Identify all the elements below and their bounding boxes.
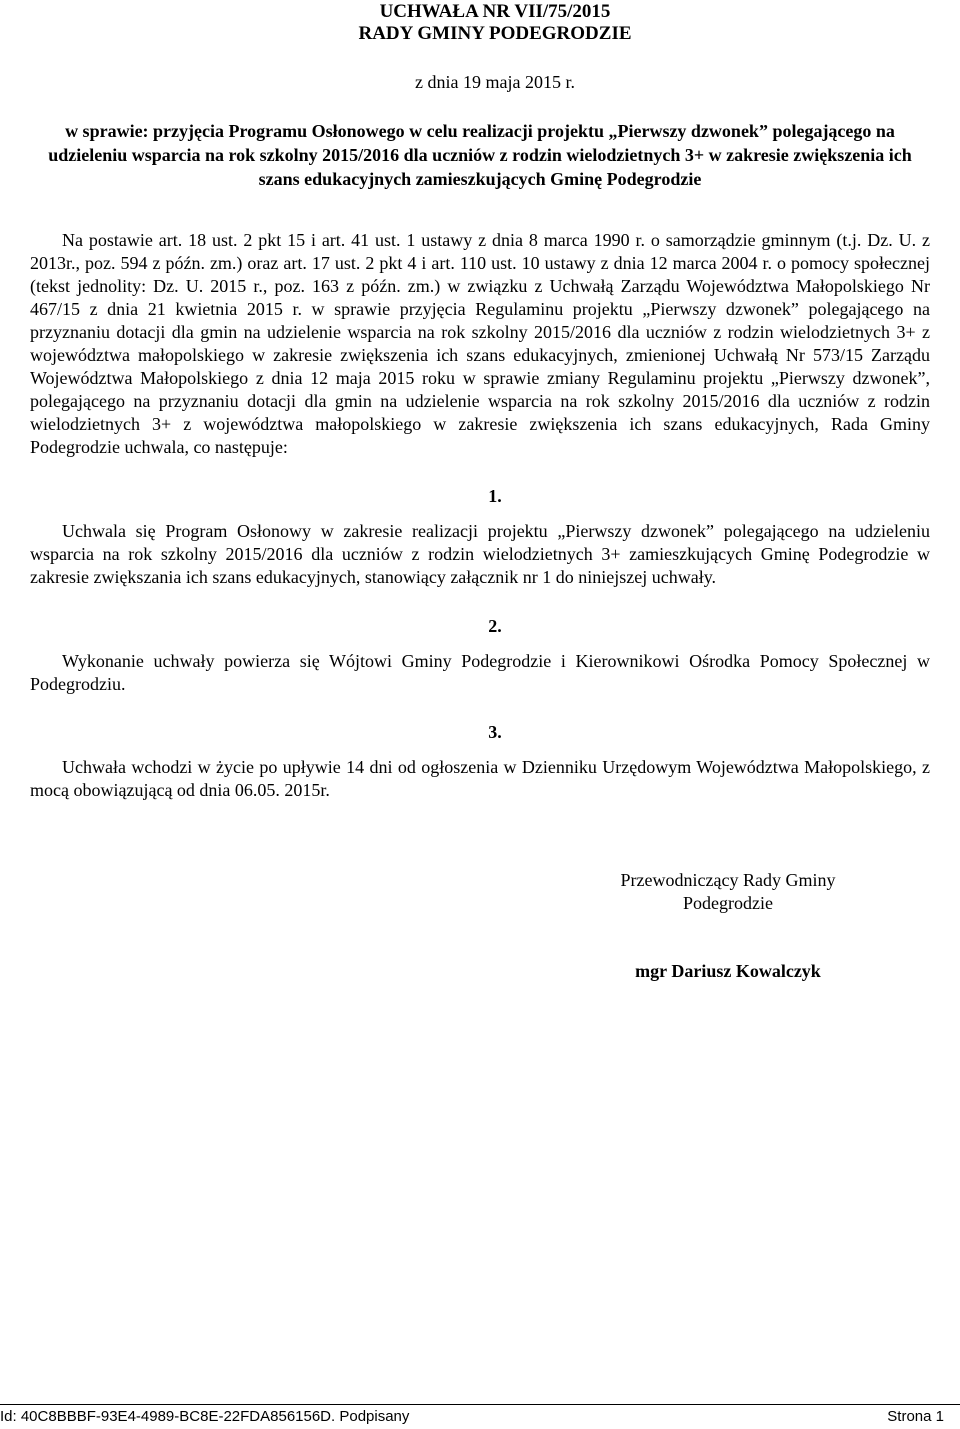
legal-basis-preamble: Na postawie art. 18 ust. 2 pkt 15 i art. 41 ust. 1 ustawy z dnia 8 marca 1990 r. o samorządzie gminnym (t.j. Dz. U. z 2013r., poz. 594 z późn. zm.) oraz art. 17 ust. 2 pkt 4 i art. 110 ust. 10 ustawy z dnia 12 marca 2004 r. o pomocy społecznej (tekst jednolity: Dz. U. 2015 r., poz. 163 z późn. zm.) w związku z Uchwałą Zarządu Województwa Małopolskiego Nr 467/15 z dnia 21 kwietnia 2015 r. w sprawie przyjęcia Regulaminu projektu „Pierwszy dzwonek” polegającego na przyznaniu dotacji dla gmin na udzielenie wsparcia na rok szkolny 2015/2016 dla uczniów z rodzin wielodzietnych 3+ z województwa małopolskiego w zakresie zwiększenia ich szans edukacyjnych, zmienionej Uchwałą Nr 573/15 Zarządu Województwa Małopolskiego z dnia 12 maja 2015 roku w sprawie zmiany Regulaminu projektu „Pierwszy dzwonek”, polegającego na przyznaniu dotacji dla gmin na udzielenie wsparcia na rok szkolny 2015/2016 dla uczniów z rodzin wielodzietnych 3+ z województwa małopolskiego w zakresie zwiększenia ich szans edukacyjnych, Rada Gminy Podegrodzie uchwala, co następuje: <box>30 230 930 457</box>
signatory-name: mgr Dariusz Kowalczyk <box>635 961 821 981</box>
section-text-1: Uchwala się Program Osłonowy w zakresie realizacji projektu „Pierwszy dzwonek” polegającego na udzieleniu wsparcia na rok szkolny 2015/2016 dla uczniów z rodzin wielodzietnych 3+ zamieszkujących Gminę Podegrodzie w zakresie zwiększania ich szans edukacyjnych, stanowiący załącznik nr 1 do niniejszej uchwały. <box>30 521 930 587</box>
section-number-3: 3. <box>488 722 502 742</box>
signatory-municipality: Podegrodzie <box>683 893 773 913</box>
document-id: Id: 40C8BBBF-93E4-4989-BC8E-22FDA856156D. Podpisany <box>0 1408 410 1425</box>
resolution-subject: w sprawie: przyjęcia Programu Osłonowego w celu realizacji projektu „Pierwszy dzwonek” polegającego na udzieleniu wsparcia na rok szkolny 2015/2016 dla uczniów z rodzin wielodzietnych 3+ w zakresie zwiększenia ich szans edukacyjnych zamieszkujących Gminę Podegrodzie <box>48 121 912 189</box>
signatory-role: Przewodniczący Rady Gminy <box>620 870 836 890</box>
section-number-2: 2. <box>488 616 502 636</box>
council-name: RADY GMINY PODEGRODZIE <box>358 23 632 44</box>
resolution-title: UCHWAŁA NR VII/75/2015 <box>379 1 611 22</box>
section-number-1: 1. <box>488 486 502 506</box>
resolution-date: z dnia 19 maja 2015 r. <box>415 72 575 92</box>
page-number: Strona 1 <box>887 1408 944 1425</box>
page-footer <box>0 1404 960 1429</box>
section-text-3: Uchwała wchodzi w życie po upływie 14 dni od ogłoszenia w Dzienniku Urzędowym Województwa Małopolskiego, z mocą obowiązującą od dnia 06.05. 2015r. <box>30 757 930 800</box>
section-text-2: Wykonanie uchwały powierza się Wójtowi Gminy Podegrodzie i Kierownikowi Ośrodka Pomocy Społecznej w Podegrodziu. <box>30 651 930 694</box>
